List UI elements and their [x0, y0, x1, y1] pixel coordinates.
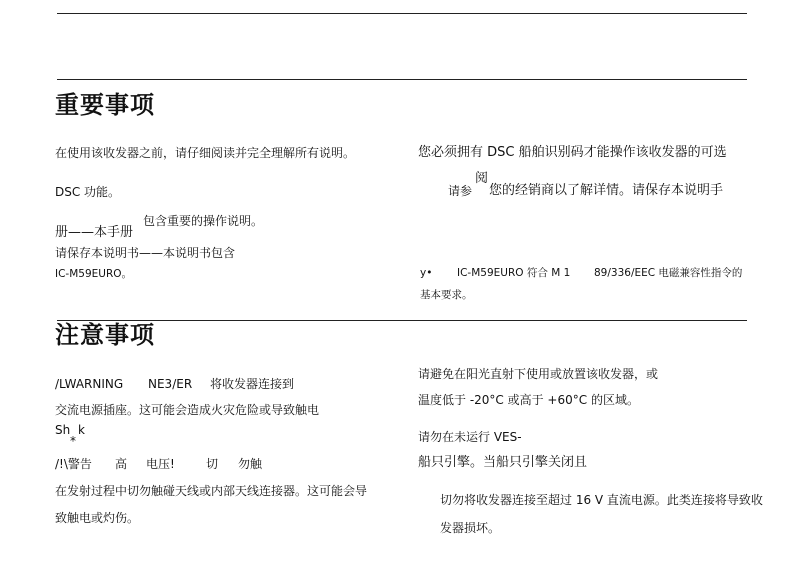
s1-left-line2: DSC 功能。 — [55, 185, 121, 199]
s2-left-line4d: 切 — [206, 457, 219, 471]
s2-left-line6: 致触电或灼伤。 — [55, 511, 140, 525]
top-rule — [57, 13, 747, 14]
s1-right-line3c: 89/336/EEC 电磁兼容性指令的 — [594, 267, 743, 279]
s1-right-line2a: 请参 — [448, 184, 473, 198]
s1-right-line4: 基本要求。 — [420, 289, 473, 301]
s1-right-line2c: 您的经销商以了解详情。请保存本说明手 — [489, 183, 724, 198]
s1-right-line2b: 阅 — [475, 171, 489, 186]
section1-title: 重要事项 — [55, 91, 155, 119]
s2-left-line3c: * — [70, 434, 76, 448]
s2-left-line4a: /!\警告 — [55, 457, 92, 471]
s1-left-line5: IC-M59EURO。 — [55, 268, 133, 280]
s2-left-line4c: 电压! — [146, 457, 175, 471]
s1-left-line3b: 包含重要的操作说明。 — [143, 214, 264, 228]
s1-right-line3a: y• — [420, 267, 433, 279]
s2-right-line4: 船只引擎。当船只引擎关闭且 — [418, 455, 588, 470]
s2-right-line5: 切勿将收发器连接至超过 16 V 直流电源。此类连接将导致收 — [440, 493, 763, 507]
s2-left-line1a: /LWARNING — [55, 377, 124, 391]
s2-left-line1c: 将收发器连接到 — [210, 377, 295, 391]
s2-left-line4b: 高 — [115, 457, 128, 471]
s2-left-line3b: k — [78, 423, 85, 437]
s1-left-line4: 请保存本说明书——本说明书包含 — [55, 246, 236, 260]
s2-left-line3a: Sh — [55, 423, 71, 437]
s2-right-line6: 发器损坏。 — [440, 521, 501, 535]
s2-left-line2: 交流电源插座。这可能会造成火灾危险或导致触电 — [55, 403, 320, 417]
section2-title: 注意事项 — [55, 321, 155, 349]
s1-right-line1: 您必须拥有 DSC 船舶识别码才能操作该收发器的可选 — [418, 145, 727, 160]
s2-right-line1: 请避免在阳光直射下使用或放置该收发器，或 — [418, 367, 659, 381]
s2-right-line2: 温度低于 -20°C 或高于 +60°C 的区域。 — [418, 393, 639, 407]
section2-rule — [57, 320, 747, 321]
s2-left-line5: 在发射过程中切勿触碰天线或内部天线连接器。这可能会导 — [55, 484, 368, 498]
s2-left-line4e: 勿触 — [238, 457, 263, 471]
section1-rule — [57, 79, 747, 80]
s1-right-line3b: IC-M59EURO 符合 M 1 — [457, 267, 571, 279]
s2-right-line3: 请勿在未运行 VES- — [418, 430, 522, 444]
s2-left-line1b: NE3/ER — [148, 377, 193, 391]
s1-left-line1: 在使用该收发器之前，请仔细阅读并完全理解所有说明。 — [55, 146, 356, 160]
s1-left-line3a: 册——本手册 — [55, 225, 134, 240]
